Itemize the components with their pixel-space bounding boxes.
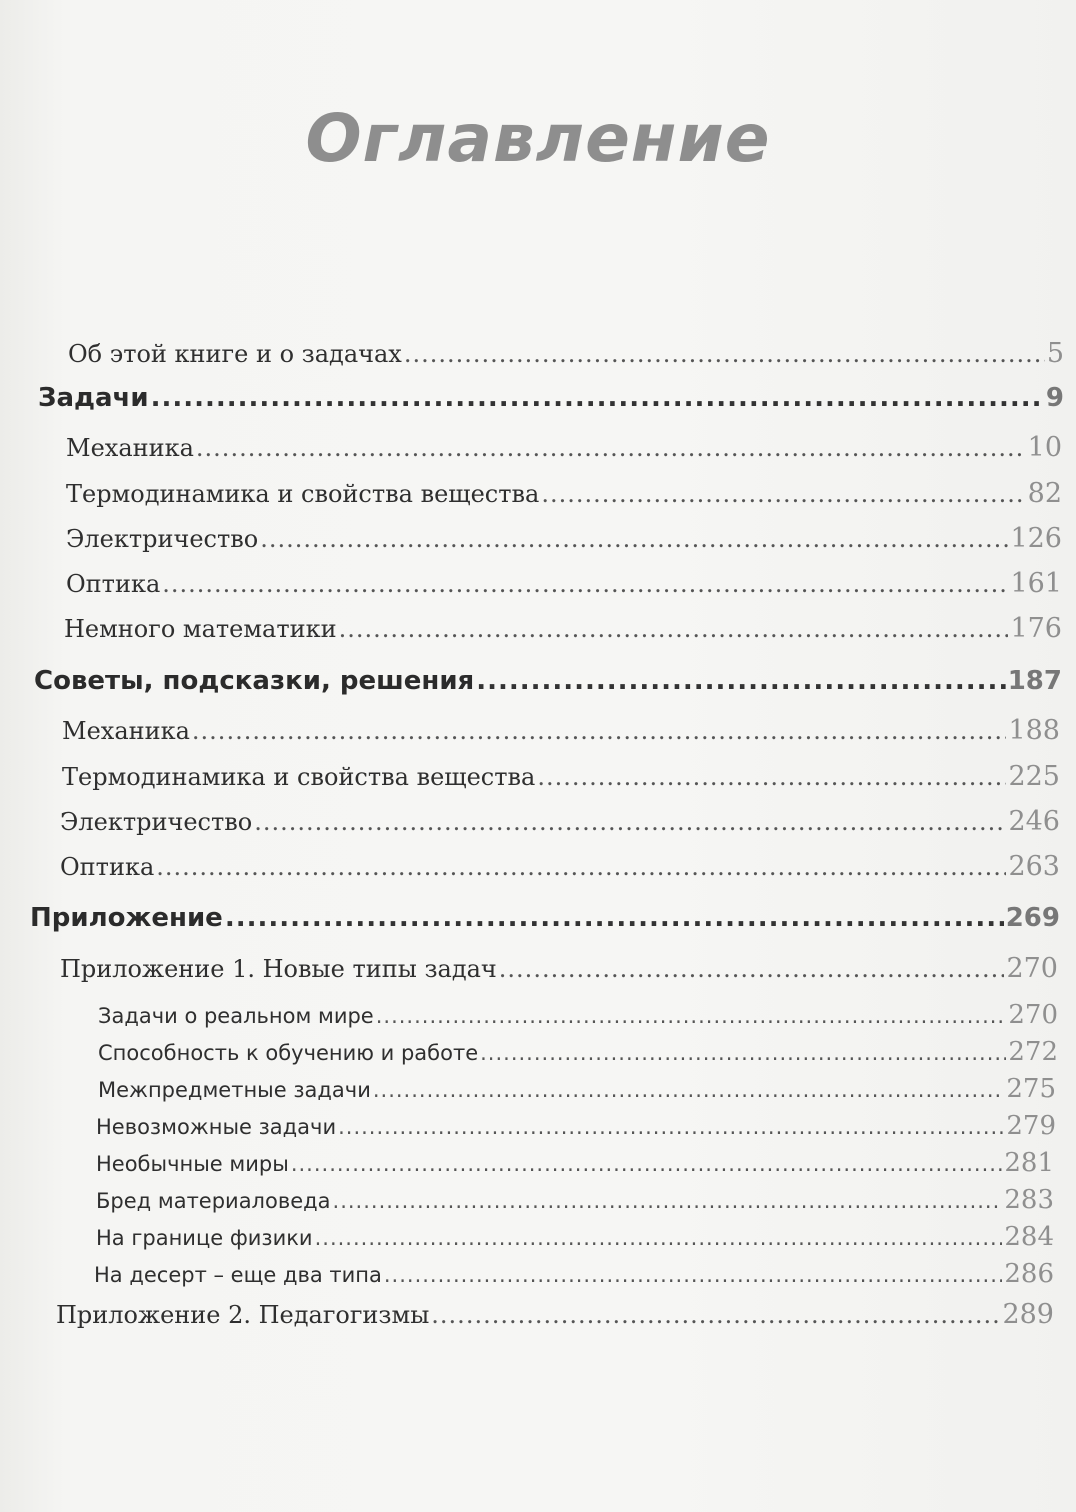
toc-section-label: Приложение bbox=[30, 903, 223, 933]
toc-entry bbox=[56, 1299, 1054, 1330]
dot-leader bbox=[338, 1115, 1004, 1139]
toc-entry-label: Немного математики bbox=[64, 615, 337, 643]
dot-leader bbox=[162, 570, 1008, 598]
toc-subentry-page: 283 bbox=[1004, 1185, 1054, 1215]
toc-entry bbox=[60, 953, 1058, 984]
toc-subentry bbox=[94, 1259, 1054, 1289]
dot-leader bbox=[291, 1152, 1003, 1176]
dot-leader bbox=[151, 383, 1044, 413]
dot-leader bbox=[480, 1041, 1006, 1065]
toc-section bbox=[30, 903, 1060, 933]
toc-entry bbox=[66, 568, 1062, 599]
toc-entry-label: Электричество bbox=[60, 808, 253, 836]
toc-entry-label: Механика bbox=[66, 434, 194, 462]
toc-subentry bbox=[98, 1074, 1056, 1104]
dot-leader bbox=[537, 763, 1006, 791]
toc-entry-page: 188 bbox=[1008, 715, 1060, 746]
dot-leader bbox=[376, 1004, 1007, 1028]
toc-entry-page: 176 bbox=[1010, 613, 1062, 644]
toc-subentry bbox=[96, 1222, 1054, 1252]
page-title: Оглавление bbox=[305, 100, 771, 177]
toc-subentry-page: 279 bbox=[1006, 1111, 1056, 1141]
toc-section-page: 269 bbox=[1005, 903, 1060, 933]
toc-entry-page: 289 bbox=[1002, 1299, 1054, 1330]
toc-entry bbox=[60, 851, 1060, 882]
toc-section-label: Советы, подсказки, решения bbox=[34, 666, 475, 696]
dot-leader bbox=[499, 955, 1005, 983]
toc-subentry-page: 284 bbox=[1004, 1222, 1054, 1252]
toc-entry-page: 126 bbox=[1010, 523, 1062, 554]
dot-leader bbox=[254, 808, 1006, 836]
toc-entry bbox=[62, 715, 1060, 746]
toc-entry-page: 161 bbox=[1010, 568, 1062, 599]
dot-leader bbox=[260, 525, 1008, 553]
toc-entry bbox=[66, 478, 1062, 509]
toc-subentry-label: Бред материаловеда bbox=[96, 1189, 331, 1213]
dot-leader bbox=[384, 1263, 1002, 1287]
toc-subentry bbox=[96, 1148, 1054, 1178]
toc-entry-page: 246 bbox=[1008, 806, 1060, 837]
toc-entry-label: Об этой книге и о задачах bbox=[68, 340, 402, 368]
toc-section bbox=[38, 383, 1064, 413]
toc-entry-label: Термодинамика и свойства вещества bbox=[62, 763, 536, 791]
toc-entry-page: 5 bbox=[1046, 338, 1064, 369]
toc-section bbox=[34, 666, 1062, 696]
toc-entry bbox=[68, 338, 1064, 369]
dot-leader bbox=[541, 480, 1025, 508]
dot-leader bbox=[156, 853, 1006, 881]
toc-section-page: 9 bbox=[1045, 383, 1064, 413]
toc-entry-label: Термодинамика и свойства вещества bbox=[66, 480, 540, 508]
dot-leader bbox=[404, 340, 1045, 368]
toc-subentry-label: На границе физики bbox=[96, 1226, 313, 1250]
toc-entry bbox=[66, 432, 1062, 463]
toc-entry bbox=[60, 806, 1060, 837]
toc-entry bbox=[66, 523, 1062, 554]
toc-entry-label: Приложение 1. Новые типы задач bbox=[60, 955, 497, 983]
toc-subentry-label: Межпредметные задачи bbox=[98, 1078, 371, 1102]
toc-entry-page: 82 bbox=[1027, 478, 1062, 509]
dot-leader bbox=[476, 666, 1005, 696]
toc-subentry-label: Способность к обучению и работе bbox=[98, 1041, 479, 1065]
toc-entry-label: Оптика bbox=[66, 570, 161, 598]
toc-subentry-page: 286 bbox=[1004, 1259, 1054, 1289]
toc-entry bbox=[62, 761, 1060, 792]
toc-subentry-page: 272 bbox=[1008, 1037, 1058, 1067]
toc-section-page: 187 bbox=[1007, 666, 1062, 696]
dot-leader bbox=[192, 717, 1007, 745]
toc-section-label: Задачи bbox=[38, 383, 149, 413]
toc-subentry bbox=[96, 1111, 1056, 1141]
toc-entry-page: 263 bbox=[1008, 851, 1060, 882]
toc-subentry-page: 275 bbox=[1006, 1074, 1056, 1104]
toc-entry-label: Механика bbox=[62, 717, 190, 745]
toc-subentry bbox=[96, 1185, 1054, 1215]
toc-subentry-label: Невозможные задачи bbox=[96, 1115, 337, 1139]
dot-leader bbox=[225, 903, 1004, 933]
toc-subentry-page: 281 bbox=[1004, 1148, 1054, 1178]
dot-leader bbox=[315, 1226, 1003, 1250]
toc-subentry-label: На десерт – еще два типа bbox=[94, 1263, 382, 1287]
dot-leader bbox=[339, 615, 1009, 643]
toc-subentry-page: 270 bbox=[1008, 1000, 1058, 1030]
toc-entry bbox=[64, 613, 1062, 644]
toc-subentry-label: Необычные миры bbox=[96, 1152, 289, 1176]
toc-entry-page: 270 bbox=[1006, 953, 1058, 984]
toc-subentry-label: Задачи о реальном мире bbox=[98, 1004, 374, 1028]
toc-entry-label: Оптика bbox=[60, 853, 155, 881]
dot-leader bbox=[196, 434, 1026, 462]
toc-subentry bbox=[98, 1000, 1058, 1030]
toc-entry-label: Электричество bbox=[66, 525, 259, 553]
toc-entry-page: 225 bbox=[1008, 761, 1060, 792]
toc-entry-page: 10 bbox=[1027, 432, 1062, 463]
toc-subentry bbox=[98, 1037, 1058, 1067]
dot-leader bbox=[333, 1189, 1003, 1213]
dot-leader bbox=[373, 1078, 1005, 1102]
dot-leader bbox=[431, 1301, 1000, 1329]
toc-entry-label: Приложение 2. Педагогизмы bbox=[56, 1301, 430, 1329]
